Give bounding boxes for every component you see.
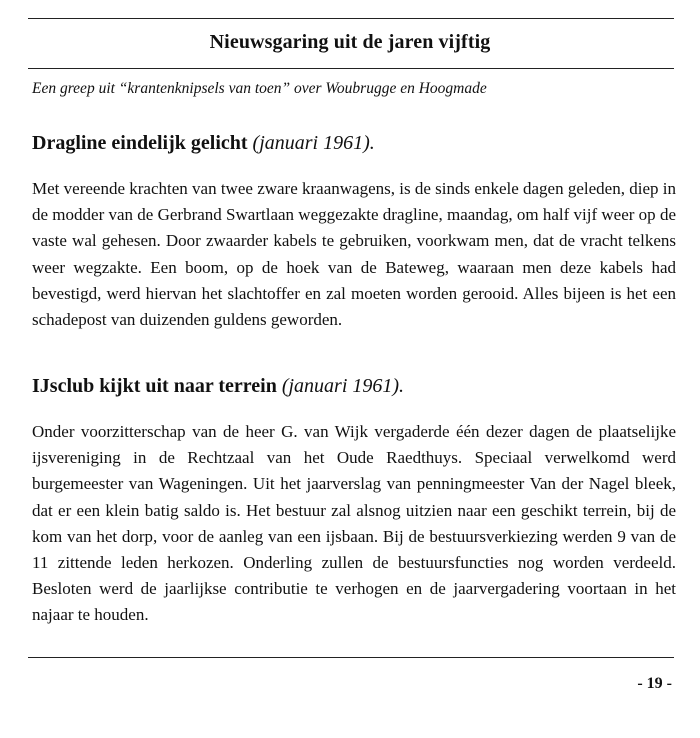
top-rule [28, 18, 674, 19]
section-subtitle: Een greep uit “krantenknipsels van toen” over Woubrugge en Hoogmade [32, 80, 487, 97]
page-number: - 19 - [637, 675, 672, 692]
article-body-ijsclub: Onder voorzitterschap van de heer G. van Wijk vergaderde één dezer dagen de plaatselijke ijsvereniging in de Rechtzaal van het Oude Raedthuys. Speciaal verwelkomd werd burgemeester van Wageningen. Uit het jaarverslag van penningmeester Van der Nagel bleek, dat er een klein batig saldo is. Het bestuur zal alsnog uitzien naar een geschikt terrein, bij de kom van het dorp, voor de aanleg van een ijsbaan. Bij de bestuursverkiezing werden 9 van de 11 zittende leden herkozen. Onderling zullen de bestuursfuncties nog worden verdeeld. Besloten werd de jaarlijkse contributie te verhogen en de jaarvergadering voortaan in het najaar te houden. [32, 422, 676, 625]
article-date: (januari 1961). [252, 132, 375, 154]
page-title: Nieuwsgaring uit de jaren vijftig [209, 31, 491, 53]
article-title: Dragline eindelijk gelicht [32, 132, 248, 154]
article-title: IJsclub kijkt uit naar terrein [32, 375, 277, 397]
article-date: (januari 1961). [281, 375, 405, 397]
article-body-dragline: Met vereende krachten van twee zware kraanwagens, is de sinds enkele dagen geleden, diep in de modder van de Gerbrand Swartlaan weggezakte dragline, maandag, om half vijf weer op de vaste wal gehesen. Door zwaarder kabels te gebruiken, voorkwam men, dat de vracht telkens weer wegzakte. Een boom, op de hoek van de Bateweg, waaraan men deze kabels had bevestigd, werd hiervan het slachtoffer en zal moeten worden gerooid. Alles bijeen is het een schadepost van duizenden guldens geworden. [32, 179, 676, 330]
article-heading-ijsclub [32, 375, 404, 398]
article-heading-dragline [32, 132, 375, 155]
bottom-rule [28, 657, 674, 658]
title-divider [28, 68, 674, 69]
